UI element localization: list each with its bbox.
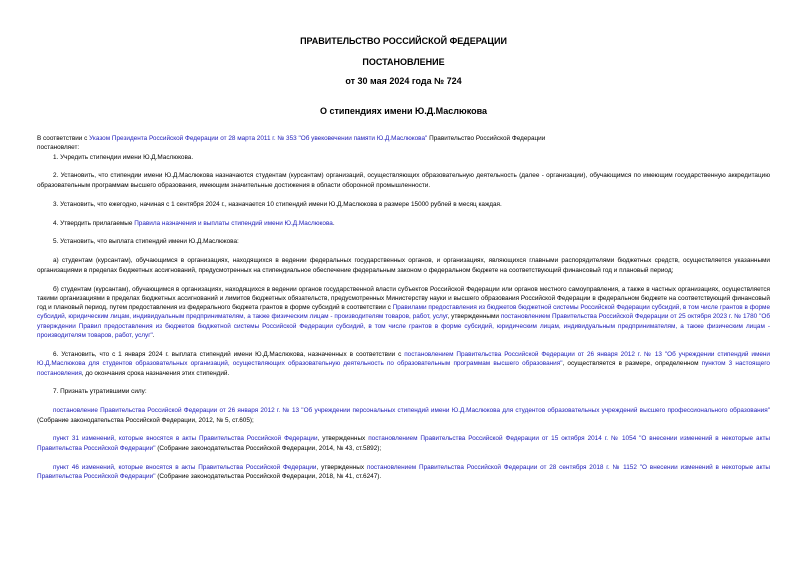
document-type-heading: ПОСТАНОВЛЕНИЕ (362, 57, 445, 67)
document-date-number: от 30 мая 2024 года № 724 (345, 76, 462, 86)
subsidy-rules-link[interactable]: Правилами предоставления из бюджетов бюджетной системы Российской Федерации субсидий, в том числе грантов в форме субсидий, юридическим лицам, индивидуальным предпринимателям, а также физическим лицам - производителям товаров, работ, услуг (37, 304, 770, 321)
paragraph-5b (37, 285, 770, 341)
paragraph-2: 2. Установить, что стипендии имени Ю.Д.Маслюкова назначаются студентам (курсантам) организаций, осуществляющих образовательную деятельность (далее - организации), обучающимся по имеющим государственную аккредитацию образовательным программам высшего образования, имеющим значительные достижения в области оборонной промышленности. (37, 172, 770, 189)
government-heading: ПРАВИТЕЛЬСТВО РОССИЙСКОЙ ФЕДЕРАЦИИ (300, 36, 507, 46)
preamble (37, 134, 770, 143)
point-31-link[interactable]: пункт 31 изменений, которые вносятся в акты Правительства Российской Федерации (53, 435, 318, 443)
paragraph-7b-tail: (Собрание законодательства Российской Федерации, 2014, № 43, ст.5892); (155, 444, 382, 452)
paragraph-5: 5. Установить, что выплата стипендий имени Ю.Д.Маслюкова: (53, 238, 239, 246)
paragraph-6-lead: 6. Установить, что с 1 января 2024 г. выплата стипендий имени Ю.Д.Маслюкова, назначенных в соответствии с (53, 350, 405, 358)
preamble-lead: В соответствии с (37, 135, 90, 142)
paragraph-5b-mid: , утвержденными (447, 313, 501, 321)
paragraph-5b-lead: б) студентам (курсантам), обучающимся в организациях, находящихся в ведении органов государственной власти субъектов Российской Федерации или органов местного самоуправления, а также в частных организациях, осуществляется такими организациями в пределах бюджетных ассигнований и лимитов бюджетных обязательств, предусмотренных Министерству науки и высшего образования Российской Федерации в федеральном бюджете на соответствующий финансовый год и плановый период, путем предоставления из федерального бюджета грантов в форме субсидий в соответствии с (37, 285, 770, 312)
paragraph-3: 3. Установить, что ежегодно, начиная с 1 сентября 2024 г., назначается 10 стипендий имени Ю.Д.Маслюкова в размере 15000 рублей в месяц каждая. (53, 200, 502, 208)
paragraph-7: 7. Признать утратившими силу: (53, 388, 147, 396)
preamble-tail: Правительство Российской Федерации (427, 135, 546, 142)
paragraph-7a-tail: (Собрание законодательства Российской Федерации, 2012, № 5, ст.605); (37, 416, 254, 424)
resolution-13-link[interactable]: постановлением Правительства Российской Федерации от 26 января 2012 г. № 13 "Об учреждении стипендий имени Ю.Д.Маслюкова для студентов образовательных организаций, осуществляющих образовательную деятельность по образовательным программам высшего образования" (37, 350, 770, 368)
paragraph-6-tail: , до окончания срока назначения этих стипендий. (81, 369, 230, 377)
paragraph-1: 1. Учредить стипендии имени Ю.Д.Маслюкова. (53, 153, 194, 161)
paragraph-7c (37, 463, 770, 482)
point-46-link[interactable]: пункт 46 изменений, которые вносятся в акты Правительства Российской Федерации (53, 463, 317, 471)
rules-link[interactable]: Правила назначения и выплаты стипендий имени Ю.Д.Маслюкова (134, 219, 333, 227)
resolution-1054-link[interactable]: постановлением Правительства Российской Федерации от 15 октября 2014 г. № 1054 "О внесении изменений в некоторые акты Правительства Российской Федерации" (37, 435, 770, 452)
point-3-link[interactable]: пунктом 3 настоящего постановления (37, 360, 770, 377)
document-body (37, 134, 770, 481)
paragraph-7a (37, 406, 770, 425)
preamble-resolves: постановляет: (37, 144, 80, 152)
repealed-resolution-13-link[interactable]: постановление Правительства Российской Федерации от 26 января 2012 г. № 13 "Об учреждении персональных стипендий имени Ю.Д.Маслюкова для студентов образовательных учреждений высшего профессионального образования" (53, 407, 770, 415)
paragraph-6 (37, 350, 770, 378)
resolution-1780-link[interactable]: постановлением Правительства Российской Федерации от 25 октября 2023 г. № 1780 "Об утверждении Правил предоставления из бюджетов бюджетной системы Российской Федерации субсидий, в том числе грантов в форме субсидий, юридическим лицам, индивидуальным предпринимателям, а также физическим лицам - производителям товаров, работ, услуг" (37, 313, 771, 340)
paragraph-7c-mid: , утвержденных (316, 463, 367, 471)
paragraph-4-lead: 4. Утвердить прилагаемые (53, 219, 135, 227)
document-title: О стипендиях имени Ю.Д.Маслюкова (319, 106, 487, 116)
paragraph-6-mid: , осуществляется в размере, определенном (562, 360, 702, 368)
paragraph-4-tail: . (332, 219, 335, 227)
presidential-decree-link[interactable]: Указом Президента Российской Федерации от 28 марта 2011 г. № 353 "Об увековечении памяти Ю.Д.Маслюкова" (89, 135, 428, 142)
paragraph-7c-tail: (Собрание законодательства Российской Федерации, 2018, № 41, ст.6247). (155, 472, 382, 480)
paragraph-4 (37, 219, 770, 228)
paragraph-7b (37, 434, 770, 453)
paragraph-5a: а) студентам (курсантам), обучающимся в организациях, находящихся в ведении федеральных государственных органов, и организациях, являющихся главными распорядителями бюджетных средств, осуществляется указанными организациями в пределах бюджетных ассигнований, предусмотренных на стипендиальное обеспечение федеральным законом о федеральном бюджете на соответствующий финансовый год и плановый период; (37, 257, 770, 274)
paragraph-5b-tail: . (152, 332, 155, 340)
paragraph-7b-mid: , утвержденных (317, 435, 369, 443)
resolution-1152-link[interactable]: постановлением Правительства Российской Федерации от 28 сентября 2018 г. № 1152 "О внесении изменений в некоторые акты Правительства Российской Федерации" (37, 463, 770, 480)
